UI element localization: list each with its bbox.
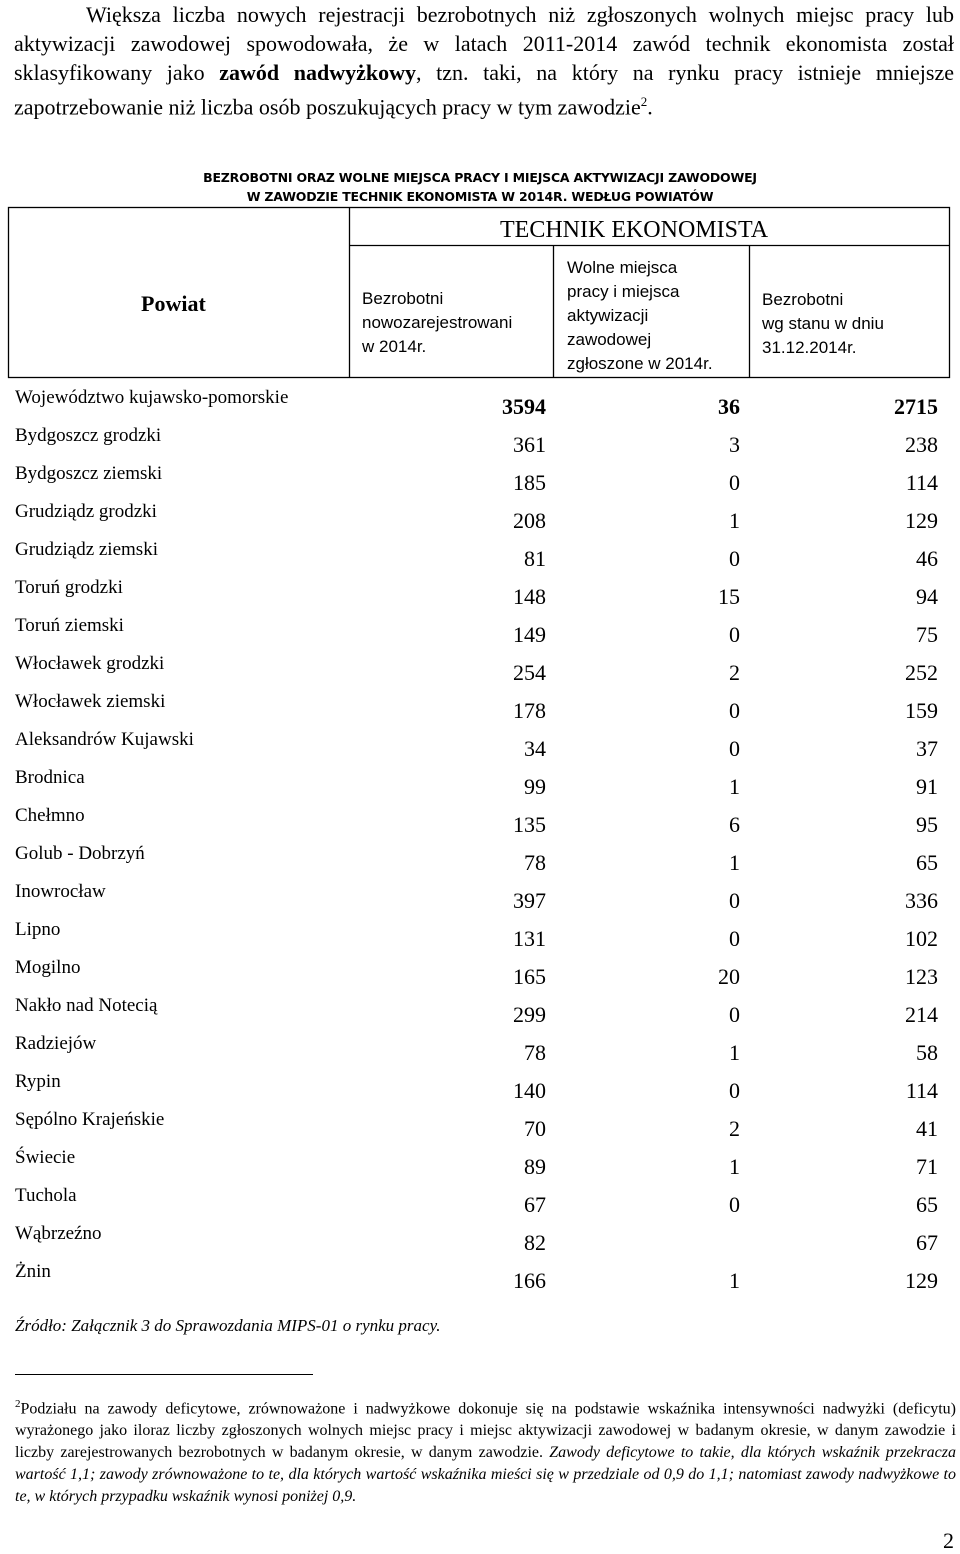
- row-value-new: 78: [524, 1040, 546, 1065]
- row-value-new: 78: [524, 850, 546, 875]
- row-powiat: Bydgoszcz ziemski: [15, 463, 163, 484]
- row-powiat: Włocławek ziemski: [15, 691, 166, 712]
- row-value-new: 67: [524, 1192, 546, 1217]
- row-value-total: 58: [916, 1040, 938, 1065]
- table-row: [0, 1068, 960, 1106]
- row-value-vacancies: 0: [729, 888, 740, 913]
- row-value-new: 148: [513, 584, 546, 609]
- table-row: [0, 1220, 960, 1258]
- table-row: [0, 764, 960, 802]
- row-value-vacancies: 0: [729, 1002, 740, 1027]
- row-value-new: 299: [513, 1002, 546, 1027]
- row-value-vacancies: 2: [729, 660, 740, 685]
- intro-text-1: Większa liczba nowych rejestracji bezrobotnych niż zgłoszonych wolnych miejsc pracy lub aktywizacji zawodowej spowodowała, że w latach 2011-2014 zawód technik ekonomista został sklasyfikowany jako: [14, 2, 954, 85]
- row-powiat: Świecie: [15, 1147, 76, 1168]
- row-value-new: 254: [513, 660, 546, 685]
- row-value-vacancies: 0: [729, 546, 740, 571]
- table-row: [0, 460, 960, 498]
- intro-end: .: [647, 94, 653, 120]
- row-powiat: Nakło nad Notecią: [15, 995, 158, 1016]
- intro-text-2: , tzn. taki, na który na rynku pracy istnieje mniejsze zapotrzebowanie niż liczba osób poszukujących pracy w tym zawodzie: [14, 60, 955, 120]
- row-value-vacancies: 2: [729, 1116, 740, 1141]
- row-value-vacancies: 0: [729, 1078, 740, 1103]
- row-value-vacancies: 0: [729, 736, 740, 761]
- intro-bold: zawód nadwyżkowy: [219, 60, 417, 85]
- table-row: [0, 1258, 960, 1296]
- header-col1: Bezrobotni nowozarejestrowani w 2014r.: [362, 289, 513, 356]
- row-powiat: Województwo kujawsko-pomorskie: [15, 387, 289, 408]
- header-powiat: Powiat: [141, 291, 206, 316]
- header-col3: Bezrobotni wg stanu w dniu 31.12.2014r.: [762, 290, 884, 357]
- table-row: [0, 954, 960, 992]
- row-value-new: 208: [513, 508, 546, 533]
- page-number: 2: [943, 1528, 954, 1553]
- table-row: [0, 1144, 960, 1182]
- row-value-total: 252: [905, 660, 938, 685]
- footnote-marker: 2: [15, 1398, 21, 1410]
- row-value-new: 34: [524, 736, 546, 761]
- header-group: TECHNIK EKONOMISTA: [500, 217, 769, 243]
- table-row: [0, 1030, 960, 1068]
- row-value-total: 129: [905, 1268, 938, 1293]
- row-value-vacancies: 1: [729, 508, 740, 533]
- row-powiat: Aleksandrów Kujawski: [15, 729, 194, 750]
- row-powiat: Inowrocław: [15, 881, 106, 902]
- row-value-total: 238: [905, 432, 938, 457]
- row-value-new: 82: [524, 1230, 546, 1255]
- row-value-total: 67: [916, 1230, 938, 1255]
- table-row: [0, 612, 960, 650]
- table-row: [0, 726, 960, 764]
- table-row: [0, 916, 960, 954]
- row-value-vacancies: 15: [718, 584, 740, 609]
- table-row: [0, 498, 960, 536]
- row-powiat: Tuchola: [15, 1185, 77, 1206]
- row-powiat: Grudziądz ziemski: [15, 539, 158, 560]
- row-value-total: 94: [916, 584, 938, 609]
- table-row: [0, 992, 960, 1030]
- row-powiat: Żnin: [15, 1261, 51, 1282]
- row-value-total: 65: [916, 850, 938, 875]
- row-value-total: 336: [905, 888, 938, 913]
- footnote-rule: [15, 1374, 313, 1375]
- row-value-new: 165: [513, 964, 546, 989]
- row-powiat: Brodnica: [15, 767, 85, 788]
- row-value-vacancies: 6: [729, 812, 740, 837]
- row-value-new: 166: [513, 1268, 546, 1293]
- row-powiat: Mogilno: [15, 957, 81, 978]
- row-value-vacancies: 1: [729, 850, 740, 875]
- table-row: [0, 878, 960, 916]
- row-value-total: 65: [916, 1192, 938, 1217]
- row-value-new: 135: [513, 812, 546, 837]
- source-note: Źródło: Załącznik 3 do Sprawozdania MIPS-01 o rynku pracy.: [15, 1316, 441, 1335]
- table-row: [0, 574, 960, 612]
- row-value-new: 178: [513, 698, 546, 723]
- row-value-new: 70: [524, 1116, 546, 1141]
- row-powiat: Grudziądz grodzki: [15, 501, 157, 522]
- table-row: [0, 536, 960, 574]
- row-powiat: Sępólno Krajeńskie: [15, 1109, 165, 1130]
- row-powiat: Golub - Dobrzyń: [15, 843, 145, 864]
- table-title-line1: BEZROBOTNI ORAZ WOLNE MIEJSCA PRACY I MIEJSCA AKTYWIZACJI ZAWODOWEJ: [203, 170, 757, 185]
- row-value-new: 185: [513, 470, 546, 495]
- table-row: [0, 688, 960, 726]
- row-value-total: 91: [916, 774, 938, 799]
- row-value-new: 81: [524, 546, 546, 571]
- table-title-line2: W ZAWODZIE TECHNIK EKONOMISTA W 2014R. WEDŁUG POWIATÓW: [246, 189, 714, 204]
- row-value-total: 95: [916, 812, 938, 837]
- row-value-total: 46: [916, 546, 938, 571]
- row-value-new: 149: [513, 622, 546, 647]
- row-value-vacancies: 0: [729, 1192, 740, 1217]
- row-value-vacancies: 0: [729, 470, 740, 495]
- row-powiat: Włocławek grodzki: [15, 653, 165, 674]
- footnote-text-1: Podziału na zawody deficytowe, zrównoważone i nadwyżkowe dokonuje się na podstawie wskaźnika intensywności nadwyżki (deficytu) wyrażonego jako iloraz liczby zgłoszonych wolnych miejsc pracy i miejsc aktywizacji zawodowej w badanym okresie, w danym zawodzie i liczby zarejestrowanych bezrobotnych w badanym okresie, w danym zawodzie.: [15, 1400, 956, 1462]
- row-value-vacancies: 1: [729, 1040, 740, 1065]
- row-value-total: 214: [905, 1002, 938, 1027]
- footnote: [15, 1393, 956, 1508]
- table-row: [0, 1106, 960, 1144]
- row-value-total: 75: [916, 622, 938, 647]
- row-value-total: 41: [916, 1116, 938, 1141]
- row-value-new: 99: [524, 774, 546, 799]
- row-powiat: Wąbrzeźno: [15, 1223, 102, 1244]
- table-row: [0, 422, 960, 460]
- row-value-new: 89: [524, 1154, 546, 1179]
- row-value-vacancies: 0: [729, 698, 740, 723]
- row-value-total: 2715: [894, 394, 938, 419]
- row-powiat: Bydgoszcz grodzki: [15, 425, 162, 446]
- row-value-total: 114: [905, 1078, 938, 1103]
- row-powiat: Toruń grodzki: [15, 577, 123, 598]
- row-value-total: 123: [905, 964, 938, 989]
- table-row: [0, 650, 960, 688]
- row-powiat: Rypin: [15, 1071, 61, 1092]
- footnote-text-2: Zawody deficytowe to takie, dla których wskaźnik przekracza wartość 1,1; zawody zrównoważone to te, dla których wartość wskaźnika mieści się w przedziale od 0,9 do 1,1; natomiast zawody nadwyżkowe to te, w których przypadku wskaźnik wynosi poniżej 0,9.: [15, 1444, 956, 1506]
- row-value-new: 3594: [502, 394, 546, 419]
- intro-footnote-ref[interactable]: 2: [640, 94, 648, 109]
- row-value-new: 361: [513, 432, 546, 457]
- row-value-vacancies: 1: [729, 774, 740, 799]
- table-row: [0, 840, 960, 878]
- row-powiat: Radziejów: [15, 1033, 97, 1054]
- table-row: [0, 802, 960, 840]
- header-col2: Wolne miejsca pracy i miejsca aktywizacji zawodowej zgłoszone w 2014r.: [567, 258, 713, 373]
- row-value-new: 131: [513, 926, 546, 951]
- row-value-total: 114: [905, 470, 938, 495]
- row-value-new: 397: [513, 888, 546, 913]
- row-value-vacancies: 3: [729, 432, 740, 457]
- row-value-total: 71: [916, 1154, 938, 1179]
- row-value-new: 140: [513, 1078, 546, 1103]
- row-powiat: Toruń ziemski: [15, 615, 124, 636]
- table-row: [0, 1182, 960, 1220]
- row-value-vacancies: 1: [729, 1154, 740, 1179]
- row-value-vacancies: 36: [718, 394, 740, 419]
- row-value-total: 102: [905, 926, 938, 951]
- row-powiat: Lipno: [15, 919, 61, 940]
- row-value-total: 159: [905, 698, 938, 723]
- row-value-vacancies: 1: [729, 1268, 740, 1293]
- row-value-vacancies: 0: [729, 926, 740, 951]
- row-value-vacancies: 20: [718, 964, 740, 989]
- row-value-vacancies: 0: [729, 622, 740, 647]
- row-powiat: Chełmno: [15, 805, 85, 826]
- row-value-total: 37: [916, 736, 938, 761]
- row-value-total: 129: [905, 508, 938, 533]
- table-row: [0, 384, 960, 422]
